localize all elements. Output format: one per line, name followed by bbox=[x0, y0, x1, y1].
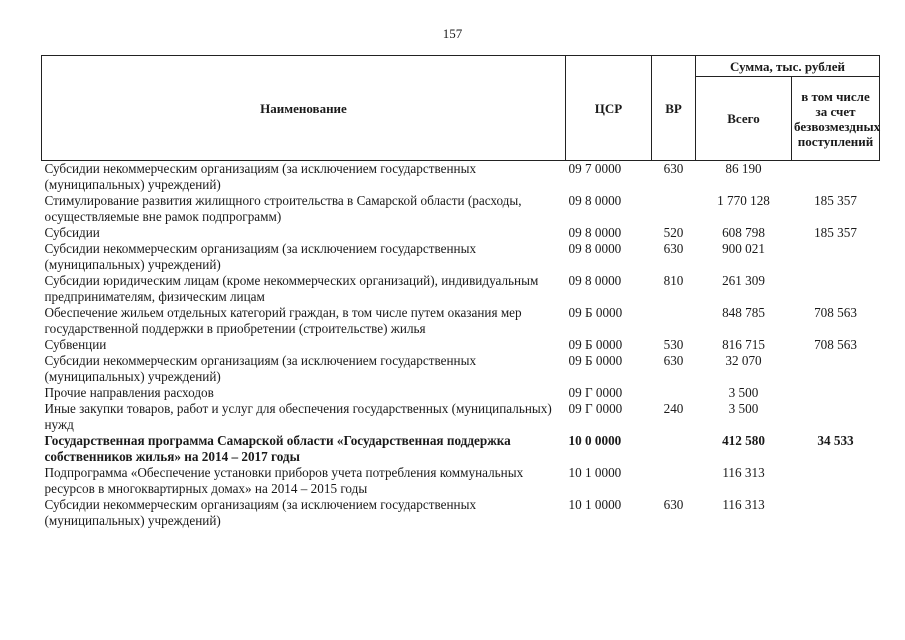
col-header-name: Наименование bbox=[42, 56, 566, 161]
row-total-amount: 32 070 bbox=[725, 353, 762, 368]
row-name: Субсидии некоммерческим организациям (за исключением государственных (муниципальных) учреждений) bbox=[44, 161, 477, 192]
row-csr-code: 09 Б 0000 bbox=[568, 305, 623, 320]
row-free-amount bbox=[792, 353, 880, 385]
row-name: Субсидии некоммерческим организациям (за исключением государственных (муниципальных) учреждений) bbox=[44, 497, 477, 528]
row-name: Государственная программа Самарской области «Государственная поддержка собственников жилья» на 2014 – 2017 годы bbox=[44, 433, 511, 464]
row-vr-code bbox=[652, 385, 696, 401]
row-total-amount: 900 021 bbox=[722, 241, 765, 256]
table-row bbox=[42, 385, 880, 401]
row-vr-code: 630 bbox=[663, 241, 684, 256]
table-header bbox=[42, 56, 880, 161]
row-name: Субсидии юридическим лицам (кроме некоммерческих организаций), индивидуальным предпринимателям, физическим лицам bbox=[44, 273, 539, 304]
table-row bbox=[42, 337, 880, 353]
row-csr-code: 09 Б 0000 bbox=[568, 337, 623, 352]
row-csr-code: 10 1 0000 bbox=[568, 497, 622, 512]
row-free-amount bbox=[792, 497, 880, 529]
row-vr-code bbox=[652, 465, 696, 497]
row-vr-code: 520 bbox=[663, 225, 684, 240]
row-total-amount: 261 309 bbox=[722, 273, 765, 288]
row-csr-code: 09 Г 0000 bbox=[568, 385, 623, 400]
row-vr-code bbox=[652, 193, 696, 225]
row-free-amount: 708 563 bbox=[814, 337, 857, 352]
table-row bbox=[42, 305, 880, 337]
table-row bbox=[42, 433, 880, 465]
row-csr-code: 09 8 0000 bbox=[568, 241, 622, 256]
row-free-amount: 185 357 bbox=[814, 225, 857, 240]
row-csr-code: 09 Г 0000 bbox=[568, 401, 623, 416]
col-header-csr: ЦСР bbox=[566, 56, 652, 161]
col-header-total: Всего bbox=[696, 77, 792, 161]
row-total-amount: 86 190 bbox=[725, 161, 762, 176]
row-name: Прочие направления расходов bbox=[44, 385, 214, 400]
row-free-amount bbox=[792, 401, 880, 433]
row-csr-code: 09 7 0000 bbox=[568, 161, 622, 176]
budget-table bbox=[41, 55, 880, 529]
row-free-amount: 34 533 bbox=[817, 433, 854, 448]
row-csr-code: 09 8 0000 bbox=[568, 273, 622, 288]
row-total-amount: 116 313 bbox=[722, 465, 765, 480]
row-name: Субвенции bbox=[44, 337, 107, 352]
row-vr-code: 530 bbox=[663, 337, 684, 352]
row-name: Подпрограмма «Обеспечение установки приборов учета потребления коммунальных ресурсов в многоквартирных домах» на 2014 – 2015 годы bbox=[44, 465, 524, 496]
table-row bbox=[42, 401, 880, 433]
row-free-amount: 708 563 bbox=[814, 305, 857, 320]
col-header-vr: ВР bbox=[652, 56, 696, 161]
row-vr-code: 810 bbox=[663, 273, 684, 288]
row-vr-code: 240 bbox=[663, 401, 684, 416]
table-row bbox=[42, 193, 880, 225]
row-total-amount: 116 313 bbox=[722, 497, 765, 512]
table-row bbox=[42, 225, 880, 241]
row-csr-code: 09 8 0000 bbox=[568, 225, 622, 240]
row-free-amount: 185 357 bbox=[814, 193, 857, 208]
col-header-amount-group: Сумма, тыс. рублей bbox=[696, 56, 880, 77]
table-row bbox=[42, 497, 880, 529]
row-name: Субсидии bbox=[44, 225, 100, 240]
row-csr-code: 09 Б 0000 bbox=[568, 353, 623, 368]
row-total-amount: 816 715 bbox=[722, 337, 765, 352]
row-vr-code bbox=[652, 433, 696, 465]
table-row bbox=[42, 353, 880, 385]
row-free-amount bbox=[792, 161, 880, 194]
table-row bbox=[42, 273, 880, 305]
row-total-amount: 1 770 128 bbox=[717, 193, 770, 208]
row-vr-code: 630 bbox=[663, 161, 684, 176]
row-name: Субсидии некоммерческим организациям (за исключением государственных (муниципальных) учреждений) bbox=[44, 353, 477, 384]
row-total-amount: 848 785 bbox=[722, 305, 765, 320]
table-row bbox=[42, 161, 880, 194]
row-free-amount bbox=[792, 465, 880, 497]
row-free-amount bbox=[792, 241, 880, 273]
row-total-amount: 412 580 bbox=[722, 433, 765, 448]
table-row bbox=[42, 465, 880, 497]
page-number: 157 bbox=[442, 26, 463, 41]
row-total-amount: 3 500 bbox=[728, 401, 759, 416]
table-row bbox=[42, 241, 880, 273]
row-free-amount bbox=[792, 385, 880, 401]
row-name: Стимулирование развития жилищного строительства в Самарской области (расходы, осуществляемые вне рамок подпрограмм) bbox=[44, 193, 522, 224]
row-csr-code: 09 8 0000 bbox=[568, 193, 622, 208]
col-header-incl-free: в том числе за счет безвозмездных поступлений bbox=[792, 77, 880, 161]
row-name: Иные закупки товаров, работ и услуг для обеспечения государственных (муниципальных) нужд bbox=[44, 401, 552, 432]
row-vr-code: 630 bbox=[663, 353, 684, 368]
row-name: Субсидии некоммерческим организациям (за исключением государственных (муниципальных) учреждений) bbox=[44, 241, 477, 272]
row-vr-code: 630 bbox=[663, 497, 684, 512]
row-vr-code bbox=[652, 305, 696, 337]
row-name: Обеспечение жильем отдельных категорий граждан, в том числе путем оказания мер государственной поддержки в приобретении (строительстве) жилья bbox=[44, 305, 522, 336]
row-csr-code: 10 1 0000 bbox=[568, 465, 622, 480]
row-total-amount: 3 500 bbox=[728, 385, 759, 400]
row-total-amount: 608 798 bbox=[722, 225, 765, 240]
table-body bbox=[42, 161, 880, 530]
row-free-amount bbox=[792, 273, 880, 305]
row-csr-code: 10 0 0000 bbox=[568, 433, 622, 448]
